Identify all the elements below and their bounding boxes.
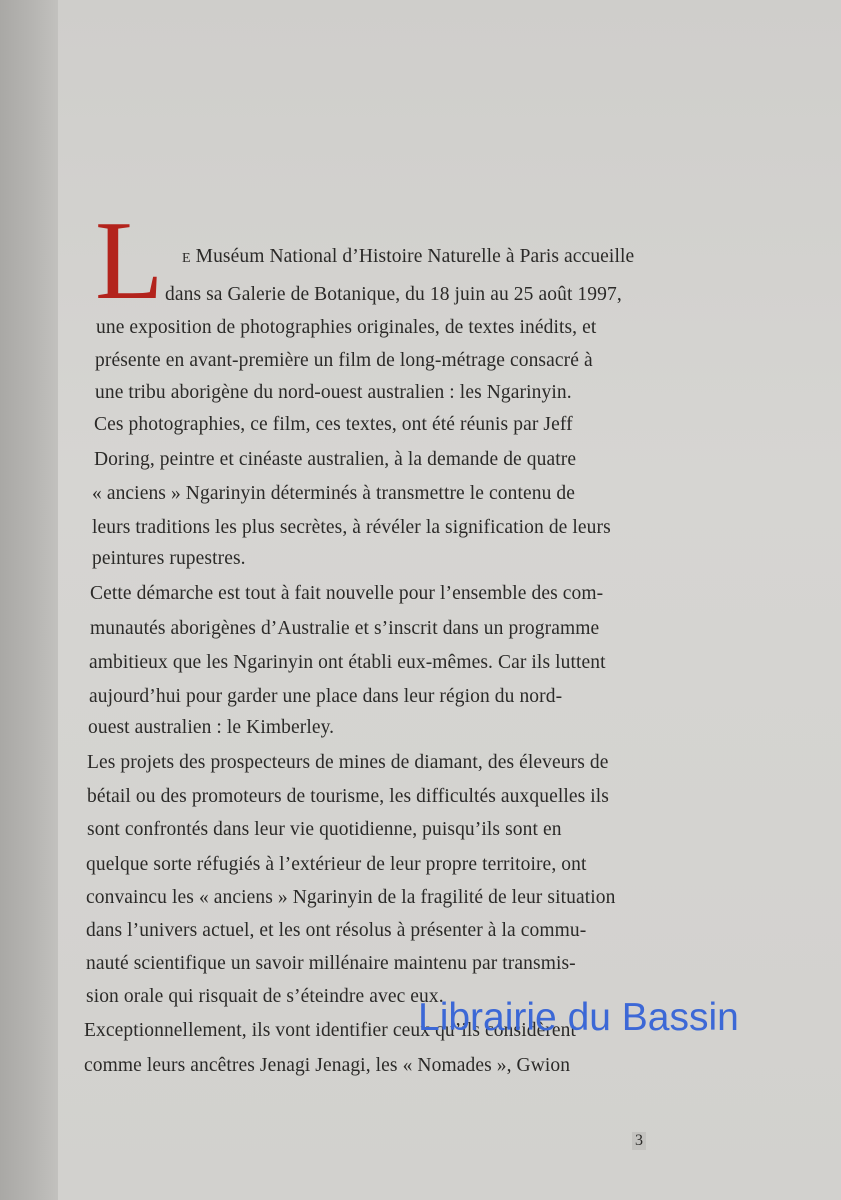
text-line: « anciens » Ngarinyin déterminés à transmettre le contenu de — [92, 483, 576, 504]
text-line: une tribu aborigène du nord-ouest australien : les Ngarinyin. — [95, 382, 572, 403]
first-word-rest: E — [182, 251, 191, 266]
text-line: bétail ou des promoteurs de tourisme, les difficultés auxquelles ils — [87, 786, 609, 807]
text-line: sion orale qui risquait de s’éteindre avec eux. — [86, 986, 444, 1007]
text-line: Doring, peintre et cinéaste australien, à la demande de quatre — [94, 449, 577, 470]
text-line: dans l’univers actuel, et les ont résolus à présenter à la commu- — [86, 920, 587, 941]
text-line: une exposition de photographies originales, de textes inédits, et — [96, 317, 597, 338]
text-line: Exceptionnellement, ils vont identifier ceux qu’ils considèrent — [84, 1020, 577, 1041]
text-line: Ces photographies, ce film, ces textes, ont été réunis par Jeff — [94, 414, 573, 435]
text-line: Les projets des prospecteurs de mines de diamant, des éleveurs de — [87, 752, 609, 773]
text-line: dans sa Galerie de Botanique, du 18 juin au 25 août 1997, — [165, 284, 622, 305]
drop-cap: L — [95, 199, 164, 323]
text-line: nauté scientifique un savoir millénaire maintenu par transmis- — [86, 953, 576, 974]
text-line: quelque sorte réfugiés à l’extérieur de leur propre territoire, ont — [86, 854, 587, 875]
book-spine-shadow — [0, 0, 60, 1200]
text-line: comme leurs ancêtres Jenagi Jenagi, les « Nomades », Gwion — [84, 1055, 571, 1076]
text-line: peintures rupestres. — [92, 548, 246, 569]
text-line: munautés aborigènes d’Australie et s’inscrit dans un programme — [90, 618, 600, 639]
text-line: Cette démarche est tout à fait nouvelle pour l’ensemble des com- — [90, 583, 604, 604]
text-line — [182, 246, 634, 268]
text-line: présente en avant-première un film de long-métrage consacré à — [95, 350, 593, 371]
text-line: ouest australien : le Kimberley. — [88, 717, 335, 738]
text-line: convaincu les « anciens » Ngarinyin de la fragilité de leur situation — [86, 887, 616, 908]
text-line-content: Muséum National d’Histoire Naturelle à Paris accueille — [195, 246, 635, 267]
seller-watermark: Librairie du Bassin — [418, 996, 739, 1039]
page-number: 3 — [632, 1132, 646, 1150]
text-line: leurs traditions les plus secrètes, à révéler la signification de leurs — [92, 517, 611, 538]
text-line: sont confrontés dans leur vie quotidienne, puisqu’ils sont en — [87, 819, 562, 840]
text-line: aujourd’hui pour garder une place dans leur région du nord- — [89, 686, 563, 707]
text-line: ambitieux que les Ngarinyin ont établi eux-mêmes. Car ils luttent — [89, 652, 606, 673]
